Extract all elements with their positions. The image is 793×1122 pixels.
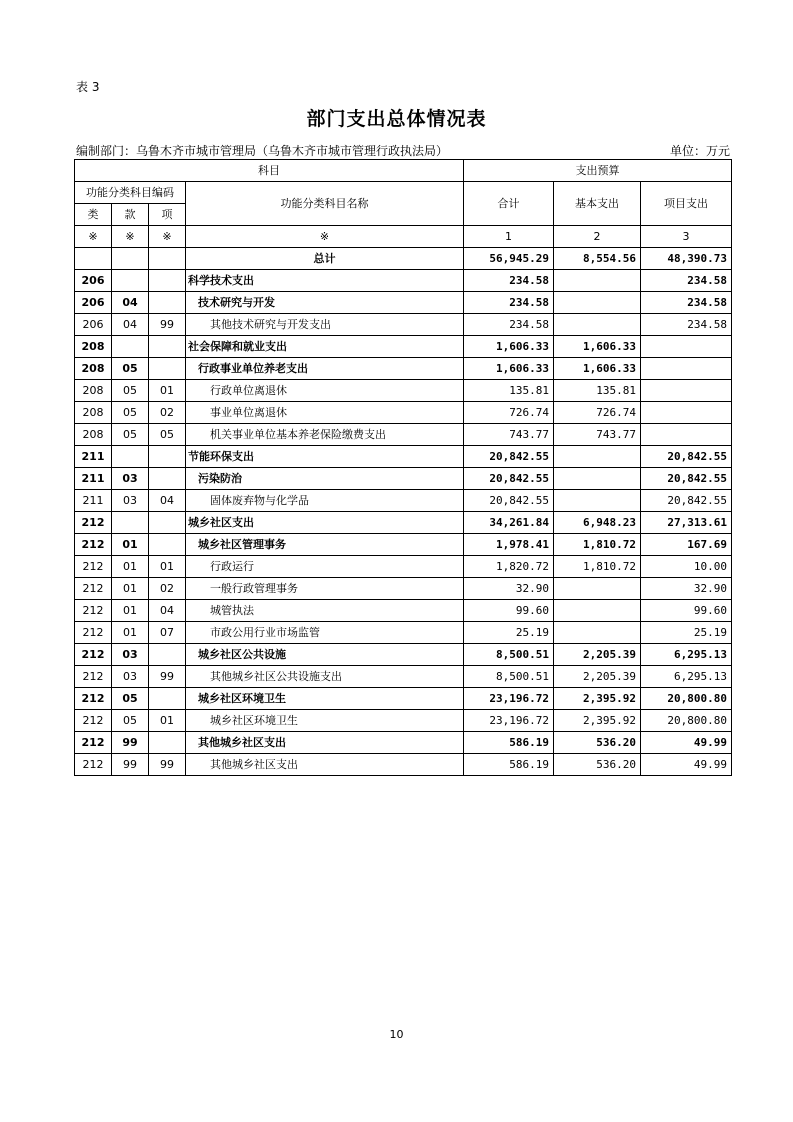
basic-cell	[554, 600, 641, 622]
table-row	[75, 622, 732, 644]
lei-header: 类	[75, 204, 112, 226]
code-kuan-cell: 03	[112, 644, 149, 666]
page-title: 部门支出总体情况表	[306, 108, 487, 130]
subject-name-cell: 城管执法	[186, 600, 464, 622]
code-kuan-cell: 05	[112, 710, 149, 732]
project-cell: 234.58	[641, 292, 732, 314]
total-cell: 20,842.55	[464, 446, 554, 468]
code-kuan-cell: 01	[112, 600, 149, 622]
code-lei-cell: 212	[75, 644, 112, 666]
total-cell: 20,842.55	[464, 468, 554, 490]
code-lei-cell: 208	[75, 402, 112, 424]
code-kuan-cell: 05	[112, 424, 149, 446]
header-row-1	[75, 160, 732, 182]
mark-cell: ※	[75, 226, 112, 248]
expenditure-table	[74, 159, 732, 776]
total-cell: 1,978.41	[464, 534, 554, 556]
code-xiang-cell	[149, 358, 186, 380]
code-kuan-cell: 05	[112, 358, 149, 380]
basic-cell: 135.81	[554, 380, 641, 402]
table-row	[75, 292, 732, 314]
code-xiang-cell: 99	[149, 666, 186, 688]
code-kuan-cell: 99	[112, 754, 149, 776]
code-kuan-cell: 04	[112, 314, 149, 336]
code-xiang-cell: 02	[149, 402, 186, 424]
project-cell: 6,295.13	[641, 666, 732, 688]
code-group-header: 功能分类科目编码	[75, 182, 186, 204]
code-xiang-cell: 04	[149, 600, 186, 622]
subject-name-cell: 科学技术支出	[186, 270, 464, 292]
project-cell	[641, 336, 732, 358]
basic-cell	[554, 622, 641, 644]
project-cell: 49.99	[641, 754, 732, 776]
basic-cell: 8,554.56	[554, 248, 641, 270]
code-kuan-cell: 01	[112, 578, 149, 600]
project-cell: 25.19	[641, 622, 732, 644]
project-cell: 20,800.80	[641, 710, 732, 732]
code-lei-cell: 208	[75, 336, 112, 358]
xiang-header: 项	[149, 204, 186, 226]
basic-cell	[554, 292, 641, 314]
basic-cell: 726.74	[554, 402, 641, 424]
code-lei-cell: 212	[75, 512, 112, 534]
basic-cell	[554, 490, 641, 512]
basic-cell	[554, 446, 641, 468]
total-cell: 234.58	[464, 292, 554, 314]
code-lei-cell: 212	[75, 666, 112, 688]
subject-name-cell: 其他城乡社区公共设施支出	[186, 666, 464, 688]
table-row	[75, 732, 732, 754]
mark-cell: ※	[186, 226, 464, 248]
code-xiang-cell: 04	[149, 490, 186, 512]
project-cell: 234.58	[641, 270, 732, 292]
table-row	[75, 468, 732, 490]
code-xiang-cell: 07	[149, 622, 186, 644]
code-kuan-cell: 03	[112, 490, 149, 512]
subject-name-cell: 事业单位离退休	[186, 402, 464, 424]
code-xiang-cell	[149, 644, 186, 666]
total-cell: 1,606.33	[464, 336, 554, 358]
total-cell: 726.74	[464, 402, 554, 424]
subject-name-cell: 城乡社区支出	[186, 512, 464, 534]
code-lei-cell: 212	[75, 600, 112, 622]
subject-name-cell: 市政公用行业市场监管	[186, 622, 464, 644]
subject-name-cell: 机关事业单位基本养老保险缴费支出	[186, 424, 464, 446]
table-row	[75, 644, 732, 666]
code-xiang-cell	[149, 336, 186, 358]
code-kuan-cell	[112, 512, 149, 534]
project-cell: 6,295.13	[641, 644, 732, 666]
subject-name-cell: 城乡社区管理事务	[186, 534, 464, 556]
code-lei-cell: 211	[75, 446, 112, 468]
total-header: 合计	[464, 182, 554, 226]
subject-name-cell: 行政事业单位养老支出	[186, 358, 464, 380]
code-lei-cell: 212	[75, 622, 112, 644]
project-cell: 234.58	[641, 314, 732, 336]
basic-cell: 536.20	[554, 732, 641, 754]
subject-name-cell: 行政运行	[186, 556, 464, 578]
table-row	[75, 534, 732, 556]
total-cell: 8,500.51	[464, 644, 554, 666]
total-cell: 586.19	[464, 732, 554, 754]
code-kuan-cell: 99	[112, 732, 149, 754]
project-cell: 20,842.55	[641, 468, 732, 490]
page-number: 10	[389, 1028, 404, 1041]
table-row	[75, 578, 732, 600]
subject-name-cell: 总计	[186, 248, 464, 270]
table-row	[75, 710, 732, 732]
project-cell	[641, 424, 732, 446]
basic-cell: 2,205.39	[554, 644, 641, 666]
subject-name-cell: 固体废弃物与化学品	[186, 490, 464, 512]
code-xiang-cell: 05	[149, 424, 186, 446]
subject-name-cell: 城乡社区环境卫生	[186, 688, 464, 710]
project-cell: 99.60	[641, 600, 732, 622]
name-header: 功能分类科目名称	[186, 182, 464, 226]
compiling-department: 编制部门：乌鲁木齐市城市管理局（乌鲁木齐市城市管理行政执法局）	[76, 144, 449, 158]
code-xiang-cell: 01	[149, 556, 186, 578]
code-xiang-cell	[149, 688, 186, 710]
mark-cell: ※	[112, 226, 149, 248]
table-row	[75, 666, 732, 688]
total-cell: 34,261.84	[464, 512, 554, 534]
project-cell	[641, 358, 732, 380]
code-lei-cell: 212	[75, 732, 112, 754]
total-cell: 32.90	[464, 578, 554, 600]
code-lei-cell: 208	[75, 358, 112, 380]
basic-cell	[554, 578, 641, 600]
code-xiang-cell: 01	[149, 380, 186, 402]
project-cell: 32.90	[641, 578, 732, 600]
code-xiang-cell	[149, 468, 186, 490]
project-cell: 20,842.55	[641, 446, 732, 468]
subject-name-cell: 城乡社区公共设施	[186, 644, 464, 666]
subject-name-cell: 其他城乡社区支出	[186, 732, 464, 754]
code-xiang-cell	[149, 292, 186, 314]
code-xiang-cell: 01	[149, 710, 186, 732]
code-xiang-cell	[149, 512, 186, 534]
basic-cell: 1,810.72	[554, 534, 641, 556]
code-xiang-cell	[149, 248, 186, 270]
code-kuan-cell	[112, 336, 149, 358]
subject-name-cell: 城乡社区环境卫生	[186, 710, 464, 732]
total-cell: 56,945.29	[464, 248, 554, 270]
project-cell: 20,842.55	[641, 490, 732, 512]
basic-cell: 6,948.23	[554, 512, 641, 534]
table-row	[75, 512, 732, 534]
basic-cell: 1,606.33	[554, 336, 641, 358]
project-cell: 20,800.80	[641, 688, 732, 710]
table-body	[75, 248, 732, 776]
table-row	[75, 446, 732, 468]
subject-name-cell: 技术研究与开发	[186, 292, 464, 314]
table-row	[75, 754, 732, 776]
code-xiang-cell	[149, 270, 186, 292]
code-lei-cell: 206	[75, 270, 112, 292]
code-kuan-cell: 01	[112, 622, 149, 644]
total-cell: 23,196.72	[464, 710, 554, 732]
total-cell: 1,820.72	[464, 556, 554, 578]
table-row	[75, 248, 732, 270]
project-cell: 27,313.61	[641, 512, 732, 534]
subject-name-cell: 一般行政管理事务	[186, 578, 464, 600]
total-cell: 25.19	[464, 622, 554, 644]
total-cell: 99.60	[464, 600, 554, 622]
code-kuan-cell	[112, 446, 149, 468]
subject-name-cell: 社会保障和就业支出	[186, 336, 464, 358]
basic-header: 基本支出	[554, 182, 641, 226]
kuan-header: 款	[112, 204, 149, 226]
project-cell	[641, 402, 732, 424]
code-kuan-cell: 05	[112, 402, 149, 424]
table-row	[75, 402, 732, 424]
total-cell: 1,606.33	[464, 358, 554, 380]
code-lei-cell: 208	[75, 380, 112, 402]
code-kuan-cell: 01	[112, 556, 149, 578]
code-lei-cell: 211	[75, 490, 112, 512]
basic-cell: 536.20	[554, 754, 641, 776]
code-kuan-cell: 04	[112, 292, 149, 314]
subject-name-cell: 污染防治	[186, 468, 464, 490]
total-cell: 135.81	[464, 380, 554, 402]
project-cell: 10.00	[641, 556, 732, 578]
project-cell: 48,390.73	[641, 248, 732, 270]
table-row	[75, 358, 732, 380]
total-cell: 20,842.55	[464, 490, 554, 512]
project-header: 项目支出	[641, 182, 732, 226]
basic-cell: 1,606.33	[554, 358, 641, 380]
column-number-2: 2	[554, 226, 641, 248]
code-lei-cell: 208	[75, 424, 112, 446]
table-row	[75, 380, 732, 402]
column-number-3: 3	[641, 226, 732, 248]
code-lei-cell: 212	[75, 688, 112, 710]
basic-cell: 1,810.72	[554, 556, 641, 578]
table-row	[75, 270, 732, 292]
subject-name-cell: 节能环保支出	[186, 446, 464, 468]
code-xiang-cell	[149, 732, 186, 754]
basic-cell	[554, 270, 641, 292]
subject-name-cell: 行政单位离退休	[186, 380, 464, 402]
code-xiang-cell: 99	[149, 754, 186, 776]
basic-cell	[554, 314, 641, 336]
basic-cell: 2,395.92	[554, 710, 641, 732]
header-row-2	[75, 182, 732, 204]
project-cell	[641, 380, 732, 402]
header-row-4	[75, 226, 732, 248]
code-kuan-cell: 05	[112, 688, 149, 710]
code-kuan-cell: 05	[112, 380, 149, 402]
column-number-1: 1	[464, 226, 554, 248]
basic-cell: 2,395.92	[554, 688, 641, 710]
budget-header: 支出预算	[464, 160, 732, 182]
subject-name-cell: 其他城乡社区支出	[186, 754, 464, 776]
project-cell: 49.99	[641, 732, 732, 754]
basic-cell: 743.77	[554, 424, 641, 446]
code-lei-cell: 212	[75, 710, 112, 732]
code-lei-cell: 206	[75, 314, 112, 336]
code-kuan-cell: 03	[112, 666, 149, 688]
code-lei-cell: 212	[75, 534, 112, 556]
table-row	[75, 490, 732, 512]
code-xiang-cell: 02	[149, 578, 186, 600]
table-row	[75, 688, 732, 710]
code-xiang-cell	[149, 446, 186, 468]
code-kuan-cell	[112, 270, 149, 292]
total-cell: 743.77	[464, 424, 554, 446]
code-kuan-cell: 03	[112, 468, 149, 490]
table-row	[75, 314, 732, 336]
code-lei-cell	[75, 248, 112, 270]
table-row	[75, 556, 732, 578]
code-xiang-cell: 99	[149, 314, 186, 336]
basic-cell: 2,205.39	[554, 666, 641, 688]
unit-label: 单位：万元	[669, 144, 730, 158]
table-row	[75, 600, 732, 622]
code-xiang-cell	[149, 534, 186, 556]
code-lei-cell: 211	[75, 468, 112, 490]
total-cell: 23,196.72	[464, 688, 554, 710]
code-lei-cell: 212	[75, 754, 112, 776]
project-cell: 167.69	[641, 534, 732, 556]
subject-header: 科目	[75, 160, 464, 182]
subject-name-cell: 其他技术研究与开发支出	[186, 314, 464, 336]
total-cell: 234.58	[464, 314, 554, 336]
code-lei-cell: 206	[75, 292, 112, 314]
code-lei-cell: 212	[75, 578, 112, 600]
table-row	[75, 424, 732, 446]
total-cell: 586.19	[464, 754, 554, 776]
table-row	[75, 336, 732, 358]
total-cell: 8,500.51	[464, 666, 554, 688]
code-kuan-cell: 01	[112, 534, 149, 556]
code-lei-cell: 212	[75, 556, 112, 578]
code-kuan-cell	[112, 248, 149, 270]
table-number: 表 3	[76, 80, 100, 94]
total-cell: 234.58	[464, 270, 554, 292]
basic-cell	[554, 468, 641, 490]
mark-cell: ※	[149, 226, 186, 248]
